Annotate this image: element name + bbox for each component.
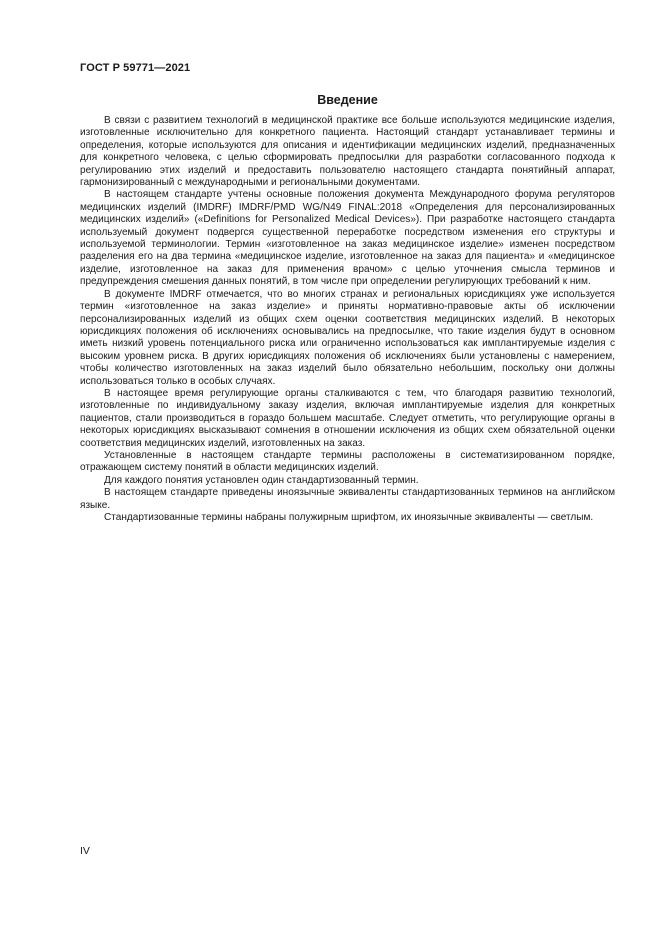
paragraph-3: В документе IMDRF отмечается, что во многих странах и региональных юрисдикциях уже используется термин «изготовленное на заказ изделие» и приняты нормативно-правовые акты об исключении персонализированных изделий из общих схем оценки соответствия медицинских изделий. В некоторых юрисдикциях положения об исключениях основывались на предпосылке, что такие изделия будут в основном иметь низкий уровень потенциального риска или ограниченно использоваться как имплантируемые изделия с высоким уровнем риска. В других юрисдикциях положения об исключениях были установлены с намерением, чтобы количество изготовленных на заказ изделий было обязательно небольшим, поскольку они должны использоваться только в особых случаях. [80, 288, 615, 387]
section-title: Введение [317, 93, 378, 107]
standard-code-header: ГОСТ Р 59771—2021 [80, 62, 191, 74]
paragraph-1: В связи с развитием технологий в медицинской практике все больше используются медицинские изделия, изготовленные исключительно для конкретного пациента. Настоящий стандарт устанавливает термины и определения, которые используются для описания и идентификации медицинских изделий, предназначенных для конкретного человека, с целью сформировать предпосылки для разработки согласованного подхода к регулированию этих изделий и предоставить пользователю настоящего стандарта понятийный аппарат, гармонизированный с международными и региональными документами. [80, 115, 615, 189]
paragraph-5: Установленные в настоящем стандарте термины расположены в систематизированном порядке, отражающем систему понятий в области медицинских изделий. [80, 449, 615, 474]
introduction-body [80, 115, 615, 524]
paragraph-6: Для каждого понятия установлен один стандартизованный термин. [104, 474, 419, 486]
paragraph-4: В настоящее время регулирующие органы сталкиваются с тем, что благодаря развитию технологий, изготовленные по индивидуальному заказу изделия, включая имплантируемые изделия для конкретных пациентов, стали производиться в гораздо большем масштабе. Следует отметить, что регулирующие органы в некоторых юрисдикциях высказывают сомнения в отношении исключения из общих схем обязательной оценки соответствия медицинских изделий, изготовленных на заказ. [80, 387, 615, 449]
paragraph-8: Стандартизованные термины набраны полужирным шрифтом, их иноязычные эквиваленты — светлым. [104, 512, 594, 523]
page-number: IV [80, 845, 90, 857]
paragraph-2: В настоящем стандарте учтены основные положения документа Международного форума регуляторов медицинских изделий (IMDRF) IMDRF/PMD WG/N49 FINAL:2018 «Определения для персонализированных медицинских изделий» («Definitions for Personalized Medical Devices»). При разработке настоящего стандарта используемый документ подвергся существенной переработке посредством изменения его структуры и используемой терминологии. Термин «изготовленное на заказ медицинское изделие» изменен посредством разделения его на два термина «медицинское изделие, изготовленное на заказ для пациента» и «медицинское изделие, изготовленное на заказ для применения врачом» с целью уточнения смысла терминов и предупреждения смешения данных понятий, в том числе при определении регулирующих требований к ним. [80, 189, 615, 288]
paragraph-7: В настоящем стандарте приведены иноязычные эквиваленты стандартизованных терминов на английском языке. [80, 487, 615, 511]
